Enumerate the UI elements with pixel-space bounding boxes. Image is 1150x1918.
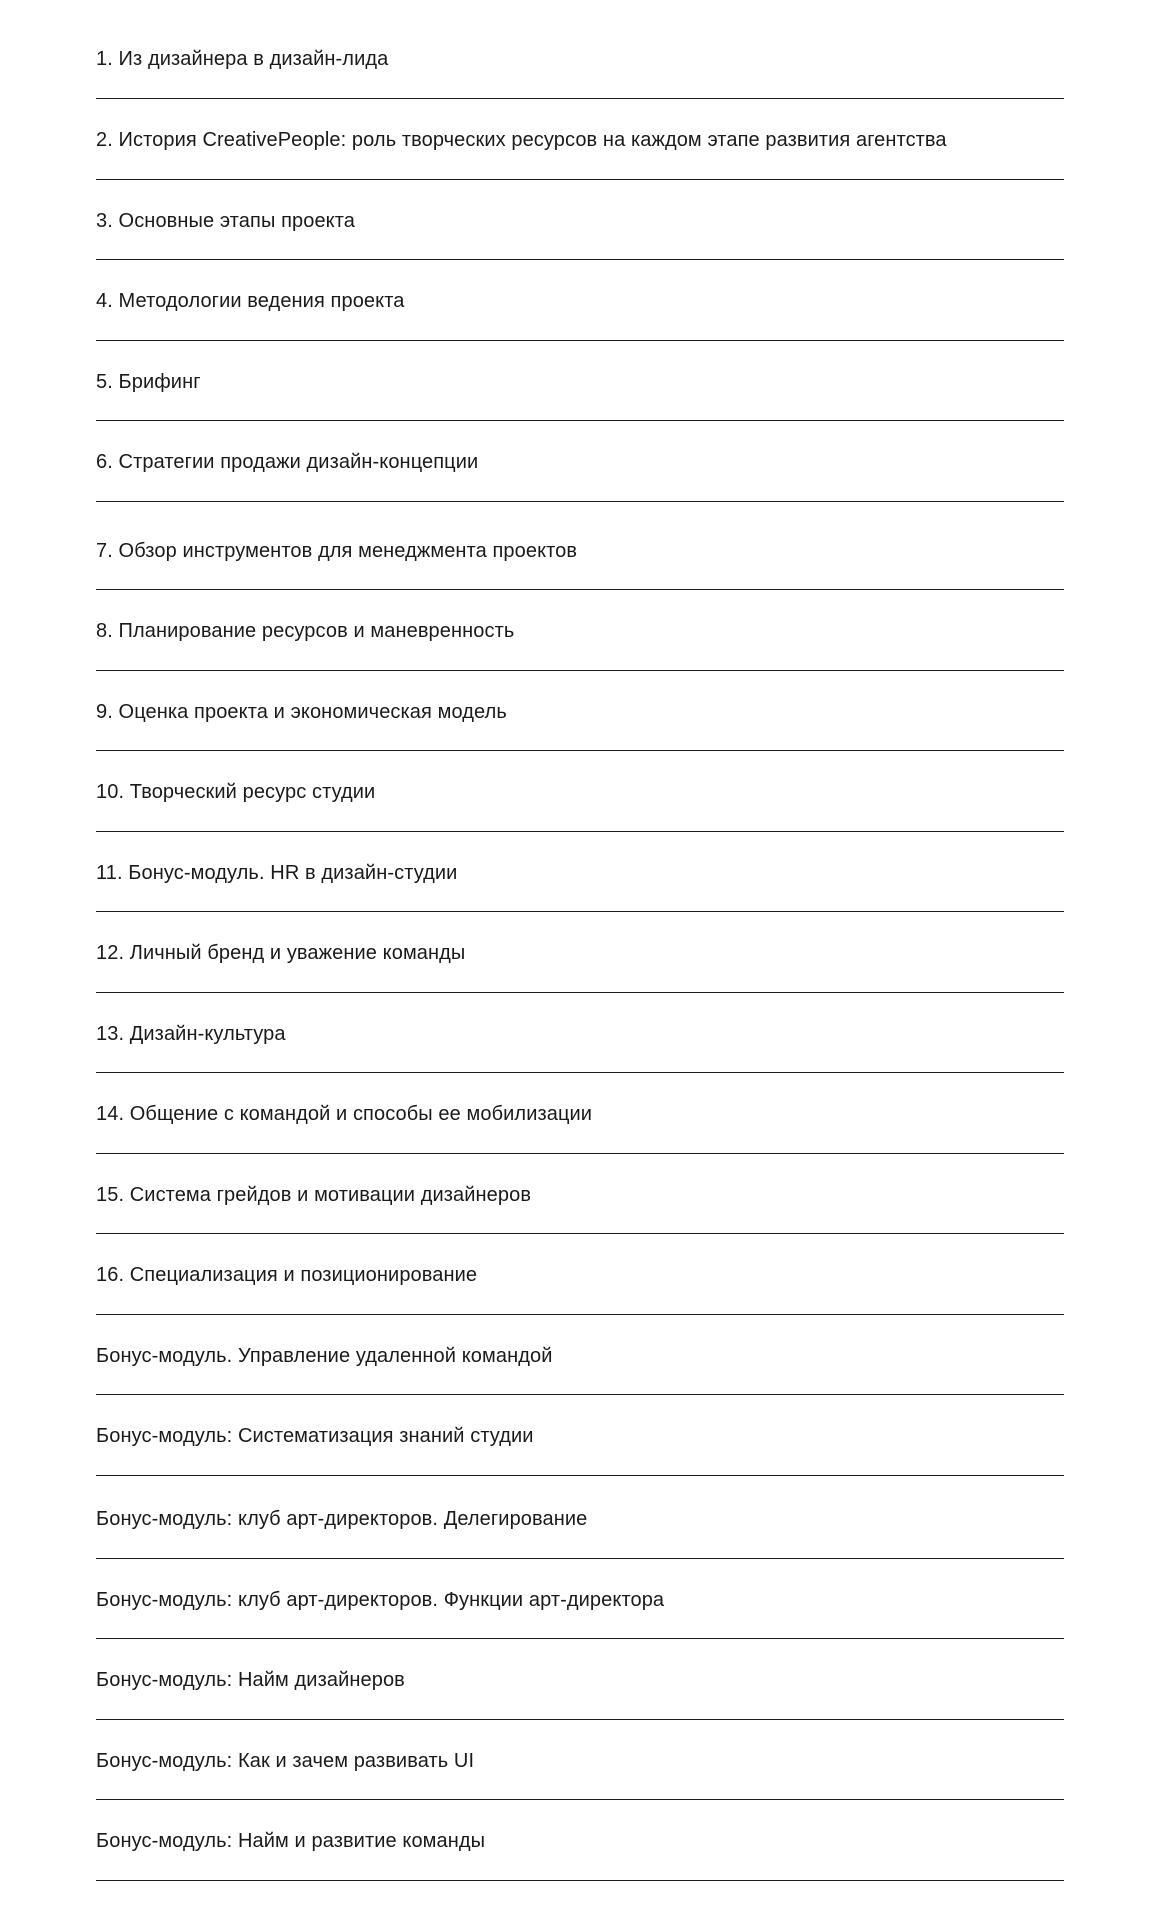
module-title[interactable]: Бонус-модуль: Найм дизайнеров bbox=[96, 1669, 405, 1691]
list-item-module-4[interactable] bbox=[96, 260, 1064, 341]
module-title[interactable]: 16. Специализация и позиционирование bbox=[96, 1264, 478, 1286]
list-item-module-2[interactable] bbox=[96, 99, 1064, 180]
module-title[interactable]: 5. Брифинг bbox=[96, 371, 201, 393]
list-item-bonus-hiring[interactable] bbox=[96, 1639, 1064, 1720]
module-title[interactable]: 6. Стратегии продажи дизайн-концепции bbox=[96, 451, 479, 473]
list-item-module-16[interactable] bbox=[96, 1234, 1064, 1315]
list-item-bonus-delegation[interactable] bbox=[96, 1476, 1064, 1559]
list-item-module-11[interactable] bbox=[96, 832, 1064, 912]
module-title[interactable]: 10. Творческий ресурс студии bbox=[96, 781, 376, 803]
list-item-module-9[interactable] bbox=[96, 671, 1064, 751]
module-title[interactable]: Бонус-модуль: клуб арт-директоров. Функции арт-директора bbox=[96, 1589, 665, 1611]
module-title[interactable]: 12. Личный бренд и уважение команды bbox=[96, 942, 466, 964]
list-item-module-13[interactable] bbox=[96, 993, 1064, 1073]
module-title[interactable]: Бонус-модуль: клуб арт-директоров. Делегирование bbox=[96, 1508, 588, 1530]
module-title[interactable]: 11. Бонус-модуль. HR в дизайн-студии bbox=[96, 862, 458, 884]
list-item-bonus-ad-functions[interactable] bbox=[96, 1559, 1064, 1639]
list-item-module-3[interactable] bbox=[96, 180, 1064, 260]
list-item-module-7[interactable] bbox=[96, 502, 1064, 590]
list-item-module-5[interactable] bbox=[96, 341, 1064, 421]
module-title[interactable]: 4. Методологии ведения проекта bbox=[96, 290, 405, 312]
module-title[interactable]: Бонус-модуль: Найм и развитие команды bbox=[96, 1830, 486, 1852]
module-title[interactable]: 14. Общение с командой и способы ее мобилизации bbox=[96, 1103, 593, 1125]
module-title[interactable]: Бонус-модуль: Как и зачем развивать UI bbox=[96, 1750, 475, 1772]
list-item-bonus-ui[interactable] bbox=[96, 1720, 1064, 1800]
list-item-module-14[interactable] bbox=[96, 1073, 1064, 1154]
module-title[interactable]: 1. Из дизайнера в дизайн-лида bbox=[96, 48, 389, 70]
module-title[interactable]: 7. Обзор инструментов для менеджмента проектов bbox=[96, 540, 578, 562]
module-title[interactable]: 15. Система грейдов и мотивации дизайнеров bbox=[96, 1184, 532, 1206]
list-item-module-1[interactable] bbox=[96, 0, 1064, 99]
module-title[interactable]: 13. Дизайн-культура bbox=[96, 1023, 286, 1045]
list-item-bonus-team-growth[interactable] bbox=[96, 1800, 1064, 1881]
module-title[interactable]: 3. Основные этапы проекта bbox=[96, 210, 356, 232]
module-title[interactable]: Бонус-модуль: Систематизация знаний студии bbox=[96, 1425, 534, 1447]
list-item-bonus-knowledge[interactable] bbox=[96, 1395, 1064, 1476]
list-item-module-12[interactable] bbox=[96, 912, 1064, 993]
list-item-module-6[interactable] bbox=[96, 421, 1064, 502]
list-item-module-8[interactable] bbox=[96, 590, 1064, 671]
module-title[interactable]: 8. Планирование ресурсов и маневренность bbox=[96, 620, 515, 642]
list-item-module-15[interactable] bbox=[96, 1154, 1064, 1234]
module-title[interactable]: 9. Оценка проекта и экономическая модель bbox=[96, 701, 507, 723]
list-item-bonus-remote-team[interactable] bbox=[96, 1315, 1064, 1395]
list-item-module-10[interactable] bbox=[96, 751, 1064, 832]
module-title[interactable]: 2. История CreativePeople: роль творческих ресурсов на каждом этапе развития агентства bbox=[96, 129, 947, 151]
module-title[interactable]: Бонус-модуль. Управление удаленной командой bbox=[96, 1345, 553, 1367]
